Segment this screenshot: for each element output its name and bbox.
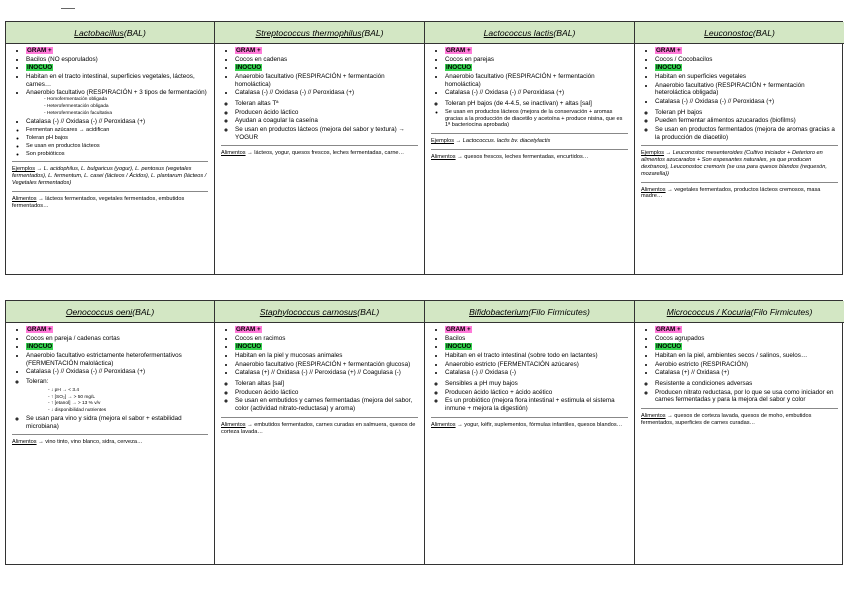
list-item: • Catalasa (-) // Oxidasa (-) // Peroxidasa (+) [26, 368, 208, 376]
list-item: - ↓ pH → < 3.4 [48, 388, 208, 394]
examples: Ejemplos → L. acidophilus, L. bulgaricus (yogur), L. pentosus (vegetales fermentados), L. fermentum, L. casei (lácteos / Ácidos), L. plantarum (lácteos / Vegetales fermentados) [12, 166, 207, 187]
list-item: • Catalasa (+) // Oxidasa (-) // Peroxidasa (+) // Coagulasa (-) [235, 369, 418, 377]
divider [431, 149, 628, 150]
list-item: • GRAM + [445, 326, 628, 334]
list-item: ◦ Producen ácido láctico [235, 109, 418, 117]
list-item: • Anaerobio facultativo (RESPIRACIÓN + 3 tipos de fermentación) - Homofermentación obligada - Heterofermentación obligada - Heterofermentación facultativa [26, 89, 208, 116]
genus-name: Lactobacillus [74, 27, 124, 38]
list-item: • INOCUO [445, 343, 628, 351]
list-item: • GRAM + [445, 47, 628, 55]
list-item: • GRAM + [655, 47, 838, 55]
examples: Ejemplos → Leuconostoc mesenteroides (Cultivo iniciador + Deterioro en alimentos azucarados + Son espesantes naturales, ya que producen dextranos), Leuconostoc cremoris (se usa para quesos blandos (requesón, mozarella)) [641, 150, 827, 177]
card-title [635, 22, 844, 44]
genus-name: Lactococcus lactis [483, 27, 554, 38]
list-item: ◦ Se usan en productos lácteos (mejora de la conservación + aromas gracias a la producción de diacetilo y acetoína + produce nisina, que es 1ª bacteriocina aprobada) [445, 109, 628, 129]
list-item: • GRAM + [235, 326, 418, 334]
list-item: • Anaerobio facultativo (RESPIRACIÓN + fermentación homoláctica) [235, 73, 418, 88]
list-item: • GRAM + [26, 47, 208, 55]
divider [641, 182, 838, 183]
card-title [425, 301, 634, 323]
genus-name: Bifidobacterium [469, 306, 529, 317]
divider [641, 408, 838, 409]
list-item: • Catalasa (-) // Oxidasa (-) // Peroxidasa (+) [445, 89, 628, 97]
divider [431, 133, 628, 134]
list-item: - ↓ disponibilidad nutrientes [48, 408, 208, 414]
list-item: ◦ Se usan en productos lácteos (mejora del sabor y textura) → YOGUR [235, 126, 418, 141]
list-item: - Heterofermentación facultativa [44, 111, 208, 117]
list-item: ◦ Es un probiótico (mejora flora intestinal + estimula el sistema inmune + mejora la digestión) [445, 397, 628, 412]
list-item: - ↑ [etanol] → > 13 % v/v [48, 401, 208, 407]
list-item: ◦ Ayudan a coagular la caseína [235, 117, 418, 125]
list-item: • Aerobio estricto (RESPIRACIÓN) [655, 361, 838, 369]
list-item: • Cocos en racimos [235, 335, 418, 343]
card-title [215, 301, 424, 323]
group-label: (Filo Firmicutes) [528, 306, 590, 317]
list-item: • Catalasa (-) // Oxidasa (-) [445, 369, 628, 377]
list-item: • Cocos agrupados [655, 335, 838, 343]
foods: Alimentos → yogur, kéfir, suplementos, fórmulas infantiles, quesos blandos… [431, 421, 623, 428]
foods: Alimentos → vegetales fermentados, productos lácteos cremosos, masa madre… [641, 186, 821, 200]
list-item: • Habitan en superficies vegetales [655, 73, 838, 81]
card-title [215, 22, 424, 44]
list-item: ◦ Toleran altas Tª [235, 100, 418, 108]
list-item: • Catalasa (-) // Oxidasa (-) // Peroxidasa (+) [655, 98, 838, 106]
group-label: (BAL) [357, 306, 380, 317]
divider [12, 161, 208, 162]
list-item: • Habitan en el tracto intestinal, superficies vegetales, lácteos, carnes… [26, 73, 208, 88]
list-item: • INOCUO [655, 64, 838, 72]
group-label: (BAL) [132, 306, 155, 317]
foods: Alimentos → quesos frescos, leches fermentadas, encurtidos… [431, 153, 589, 160]
list-item: ◦ Fermentan azúcares → acidifican [26, 127, 208, 134]
list-item: ◦ Producen ácido láctico + ácido acético [445, 389, 628, 397]
card-title [425, 22, 634, 44]
list-item: • Cocos en parejas [445, 56, 628, 64]
list-item: - ↑ [SO₂] → > 50 mg/L [48, 395, 208, 401]
list-item: • INOCUO [26, 343, 208, 351]
list-item: ◦ Se usan en productos lácteos [26, 143, 208, 150]
list-item: • Catalasa (-) // Oxidasa (-) // Peroxidasa (+) [26, 118, 208, 126]
card-streptococcus [215, 22, 425, 274]
table-top [5, 21, 843, 275]
list-item: • INOCUO [235, 343, 418, 351]
list-item: - Homofermentación obligada [44, 97, 208, 103]
list-item: • Catalasa (+) // Oxidasa (+) [655, 369, 838, 377]
genus-name: Oenococcus oeni [65, 306, 133, 317]
divider [221, 417, 418, 418]
list-item: • Habitan en la piel, ambientes secos / salinos, suelos… [655, 352, 838, 360]
list-item: ◦ Se usan para vino y sidra (mejora el sabor + estabilidad microbiana) [26, 415, 208, 430]
foods: Alimentos → lácteos, yogur, quesos frescos, leches fermentadas, carne… [221, 150, 405, 157]
genus-name: Staphylococcus carnosus [259, 306, 358, 317]
list-item: ◦ Producen ácido láctico [235, 389, 418, 397]
list-item: • INOCUO [655, 343, 838, 351]
list-item: • INOCUO [235, 64, 418, 72]
genus-name: Streptococcus thermophilus [255, 27, 362, 38]
card-lactobacillus [6, 22, 215, 274]
divider [12, 191, 208, 192]
list-item: • Anaerobio facultativo (RESPIRACIÓN + fermentación homoláctica) [445, 73, 628, 88]
genus-name: Micrococcus / Kocuria [666, 306, 751, 317]
divider [641, 145, 838, 146]
list-item: • Anaerobio facultativo (RESPIRACIÓN + fermentación glucosa) [235, 361, 418, 369]
list-item: ◦ Toleran pH bajos (de 4-4.5, se inactivan) + altas [sal] [445, 100, 628, 108]
list-item: • Cocos en cadenas [235, 56, 418, 64]
list-item: ◦ Toleran pH bajos [655, 109, 838, 117]
foods: Alimentos → embutidos fermentados, carnes curadas en salmuera, quesos de corteza lavada… [221, 421, 416, 435]
examples: Ejemplos → Lactococcus. lactis bv. diacetylactis [431, 138, 551, 145]
list-item: ◦ Se usan en embutidos y carnes fermentadas (mejora del sabor, color (actividad nitrato-reductasa) y aroma) [235, 397, 418, 412]
list-item: • Habitan en la piel y mucosas animales [235, 352, 418, 360]
divider [221, 145, 418, 146]
group-label: (BAL) [752, 27, 775, 38]
list-item: • Cocos / Cocobacilos [655, 56, 838, 64]
list-item: • Anaerobio facultativo (RESPIRACIÓN + fermentación heteroláctica obligada) [655, 82, 838, 97]
foods: Alimentos → vino tinto, vino blanco, sidra, cerveza… [12, 439, 143, 446]
divider [431, 417, 628, 418]
list-item: ◦ Sensibles a pH muy bajos [445, 380, 628, 388]
list-item: ◦ Resistente a condiciones adversas [655, 380, 838, 388]
list-item: - Heterofermentación obligada [44, 104, 208, 110]
list-item: • INOCUO [26, 64, 208, 72]
list-item: ◦ Se usan en productos fermentados (mejora de aromas gracias a la producción de diacetilo) [655, 126, 838, 141]
list-item: • Catalasa (-) // Oxidasa (-) // Peroxidasa (+) [235, 89, 418, 97]
card-leuconostoc [635, 22, 844, 274]
list-item: • GRAM + [655, 326, 838, 334]
list-item: • Cocos en pareja / cadenas cortas [26, 335, 208, 343]
divider [12, 434, 208, 435]
foods: Alimentos → lácteos fermentados, vegetales fermentados, embutidos fermentados… [12, 195, 185, 209]
list-item: ◦ Toleran: - ↓ pH → < 3.4 - ↑ [SO₂] → > 50 mg/L - ↑ [etanol] → > 13 % v/v - ↓ disponibilidad nutrientes [26, 378, 208, 414]
group-label: (BAL) [361, 27, 384, 38]
list-item: • Bacilos [445, 335, 628, 343]
card-title [6, 22, 214, 44]
group-label: (BAL) [553, 27, 576, 38]
table-bottom [5, 300, 843, 565]
list-item: ◦ Pueden fermentar alimentos azucarados (biofilms) [655, 117, 838, 125]
list-item: ◦ Toleran pH bajos [26, 135, 208, 142]
card-title [635, 301, 844, 323]
list-item: • Anaerobio facultativo estrictamente heterofermentativos (FERMENTACIÓN maloláctica) [26, 352, 208, 367]
card-lactococcus [425, 22, 635, 274]
card-staphylococcus [215, 301, 425, 564]
list-item: ◦ Son probióticos [26, 151, 208, 158]
foods: Alimentos → quesos de corteza lavada, quesos de moho, embutidos fermentados, superficies de carnes curadas… [641, 413, 812, 426]
list-item: ◦ Toleran altas [sal] [235, 380, 418, 388]
list-item: • GRAM + [26, 326, 208, 334]
header-mark [61, 8, 75, 9]
list-item: • GRAM + [235, 47, 418, 55]
genus-name: Leuconostoc [704, 27, 753, 38]
group-label: (Filo Firmicutes) [750, 306, 813, 317]
card-micrococcus [635, 301, 844, 564]
card-oenococcus [6, 301, 215, 564]
card-title [6, 301, 214, 323]
list-item: • Habitan en el tracto intestinal (sobre todo en lactantes) [445, 352, 628, 360]
list-item: • INOCUO [445, 64, 628, 72]
list-item: • Bacilos (NO esporulados) [26, 56, 208, 64]
list-item: ◦ Producen nitrato reductasa, por lo que se usa como iniciador en carnes fermentadas y para la mejora del sabor y color [655, 389, 838, 404]
list-item: • Anaerobio estricto (FERMENTACIÓN azúcares) [445, 361, 628, 369]
card-bifidobacterium [425, 301, 635, 564]
group-label: (BAL) [123, 27, 146, 38]
